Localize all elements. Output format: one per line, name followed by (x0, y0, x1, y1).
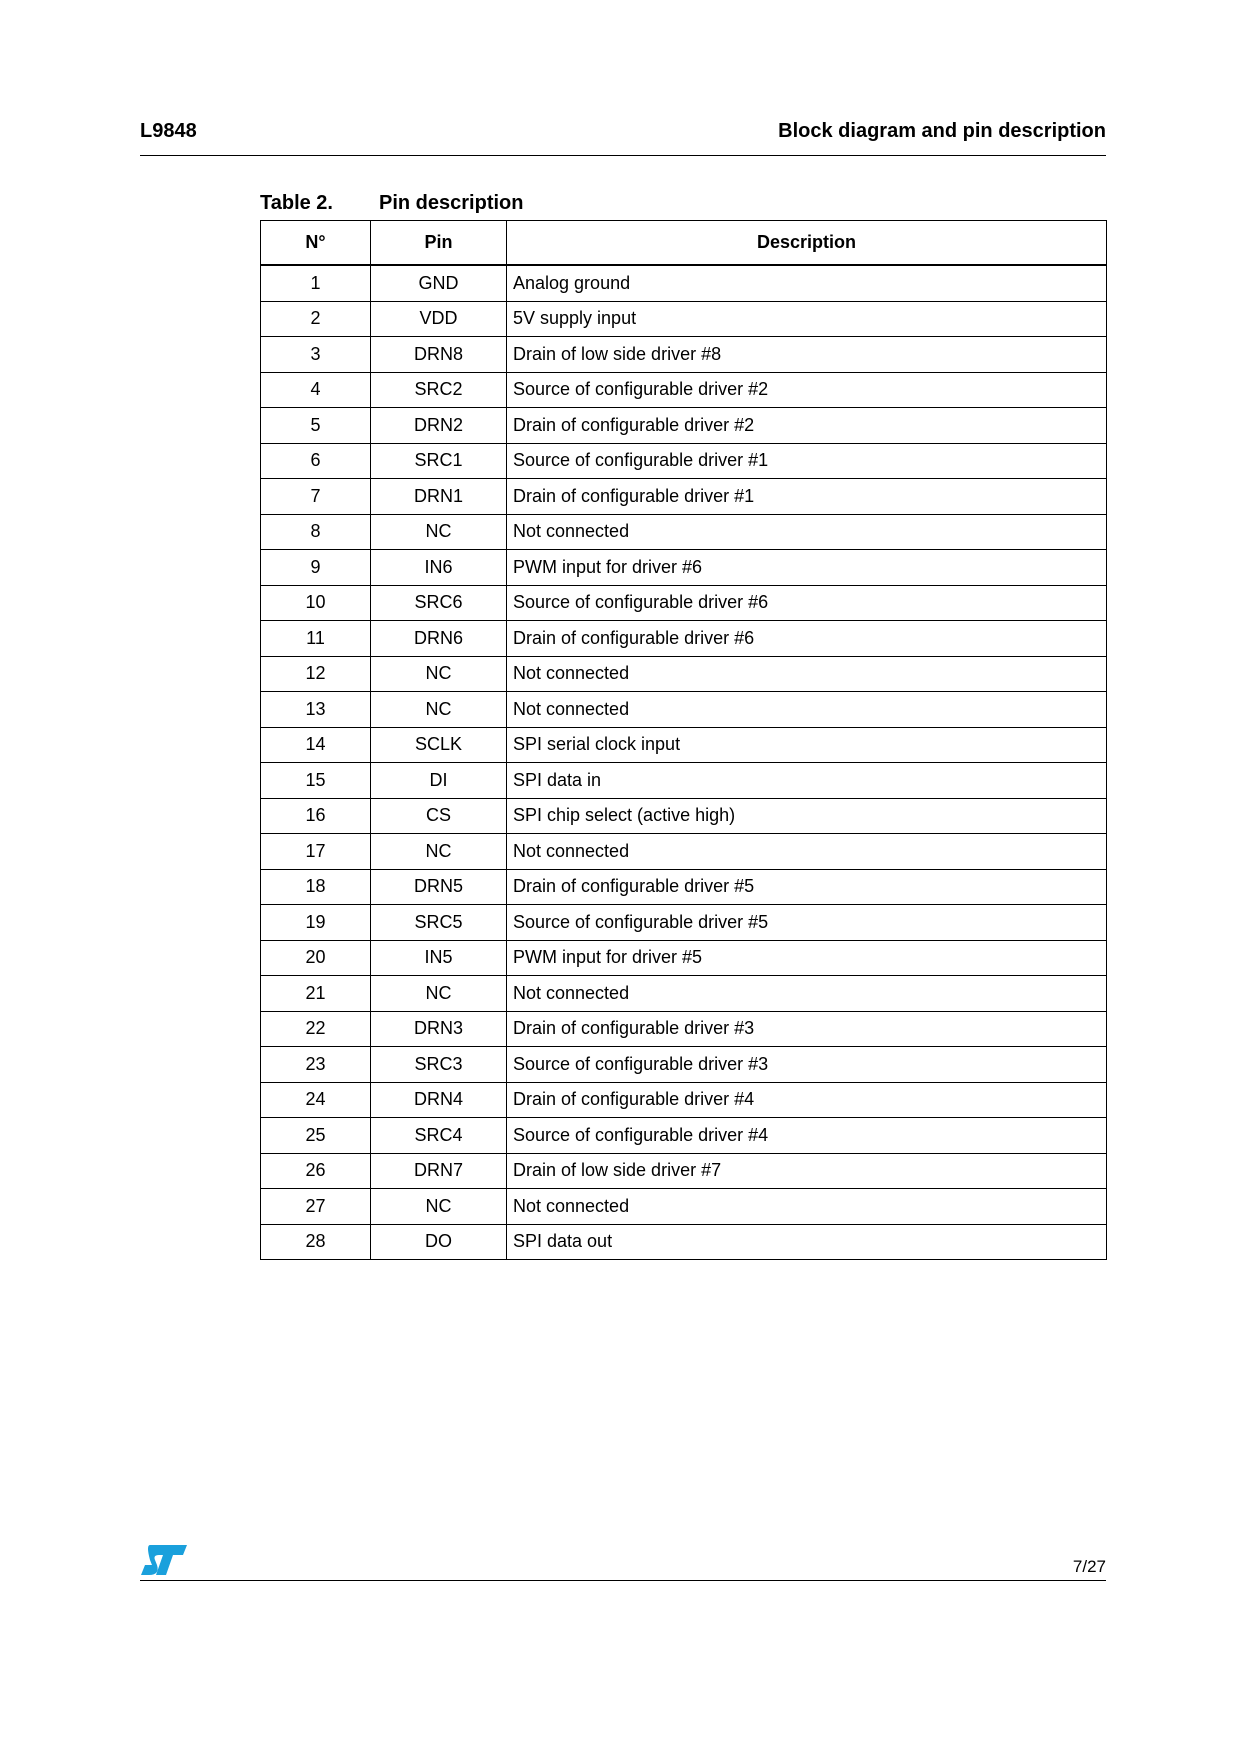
pin-description-cell: Not connected (507, 692, 1107, 728)
table-row (261, 337, 1107, 373)
pin-name-cell: DRN7 (371, 1153, 507, 1189)
pin-number-cell: 28 (261, 1224, 371, 1260)
table-caption (260, 192, 523, 215)
pin-description-cell: Drain of configurable driver #2 (507, 408, 1107, 444)
pin-description-cell: SPI chip select (active high) (507, 798, 1107, 834)
pin-description-cell: Drain of configurable driver #3 (507, 1011, 1107, 1047)
footer-divider (140, 1580, 1106, 1581)
pin-description-cell: Not connected (507, 1189, 1107, 1225)
table-row (261, 869, 1107, 905)
pin-description-cell: Drain of configurable driver #6 (507, 621, 1107, 657)
pin-description-cell: PWM input for driver #6 (507, 550, 1107, 586)
pin-number-cell: 23 (261, 1047, 371, 1083)
pin-name-cell: DRN4 (371, 1082, 507, 1118)
column-header-number: N° (261, 221, 371, 266)
pin-name-cell: IN6 (371, 550, 507, 586)
pin-name-cell: NC (371, 834, 507, 870)
pin-name-cell: GND (371, 265, 507, 301)
table-row (261, 1224, 1107, 1260)
pin-number-cell: 16 (261, 798, 371, 834)
pin-description-cell: Drain of configurable driver #4 (507, 1082, 1107, 1118)
pin-description-cell: Source of configurable driver #1 (507, 443, 1107, 479)
pin-number-cell: 6 (261, 443, 371, 479)
table-row (261, 443, 1107, 479)
table-row (261, 656, 1107, 692)
pin-description-cell: Drain of low side driver #8 (507, 337, 1107, 373)
pin-name-cell: DRN3 (371, 1011, 507, 1047)
pin-number-cell: 18 (261, 869, 371, 905)
pin-description-cell: SPI data in (507, 763, 1107, 799)
pin-description-cell: Drain of low side driver #7 (507, 1153, 1107, 1189)
pin-description-cell: SPI data out (507, 1224, 1107, 1260)
table-row (261, 1082, 1107, 1118)
table-row (261, 265, 1107, 301)
table-row (261, 1189, 1107, 1225)
pin-description-cell: 5V supply input (507, 301, 1107, 337)
pin-description-cell: Drain of configurable driver #5 (507, 869, 1107, 905)
table-row (261, 514, 1107, 550)
pin-name-cell: SRC1 (371, 443, 507, 479)
pin-description-cell: SPI serial clock input (507, 727, 1107, 763)
pin-name-cell: SRC3 (371, 1047, 507, 1083)
table-row (261, 372, 1107, 408)
table-row (261, 408, 1107, 444)
table-row (261, 1011, 1107, 1047)
table-row (261, 479, 1107, 515)
table-row (261, 621, 1107, 657)
table-row (261, 585, 1107, 621)
pin-number-cell: 22 (261, 1011, 371, 1047)
table-row (261, 301, 1107, 337)
pin-name-cell: NC (371, 514, 507, 550)
pin-number-cell: 2 (261, 301, 371, 337)
st-logo-icon (140, 1544, 188, 1576)
pin-name-cell: NC (371, 1189, 507, 1225)
pin-number-cell: 12 (261, 656, 371, 692)
pin-number-cell: 17 (261, 834, 371, 870)
pin-name-cell: SRC4 (371, 1118, 507, 1154)
pin-number-cell: 24 (261, 1082, 371, 1118)
pin-number-cell: 13 (261, 692, 371, 728)
pin-description-cell: Not connected (507, 834, 1107, 870)
pin-name-cell: DI (371, 763, 507, 799)
pin-description-cell: Not connected (507, 514, 1107, 550)
pin-number-cell: 20 (261, 940, 371, 976)
pin-description-cell: Drain of configurable driver #1 (507, 479, 1107, 515)
pin-name-cell: DO (371, 1224, 507, 1260)
column-header-pin: Pin (371, 221, 507, 266)
pin-number-cell: 8 (261, 514, 371, 550)
pin-name-cell: NC (371, 656, 507, 692)
pin-number-cell: 21 (261, 976, 371, 1012)
pin-name-cell: DRN6 (371, 621, 507, 657)
pin-name-cell: DRN5 (371, 869, 507, 905)
pin-name-cell: VDD (371, 301, 507, 337)
page-number: 7/27 (1072, 1557, 1106, 1576)
table-row (261, 763, 1107, 799)
pin-number-cell: 19 (261, 905, 371, 941)
table-row (261, 976, 1107, 1012)
pin-name-cell: SRC5 (371, 905, 507, 941)
pin-description-cell: Source of configurable driver #3 (507, 1047, 1107, 1083)
pin-description-table (260, 220, 1107, 1260)
table-row (261, 1047, 1107, 1083)
pin-name-cell: SCLK (371, 727, 507, 763)
pin-number-cell: 15 (261, 763, 371, 799)
pin-number-cell: 26 (261, 1153, 371, 1189)
pin-name-cell: SRC6 (371, 585, 507, 621)
table-row (261, 692, 1107, 728)
pin-name-cell: IN5 (371, 940, 507, 976)
header-divider (140, 155, 1106, 156)
table-row (261, 798, 1107, 834)
table-row (261, 1153, 1107, 1189)
table-row (261, 905, 1107, 941)
pin-number-cell: 25 (261, 1118, 371, 1154)
pin-description-cell: Source of configurable driver #2 (507, 372, 1107, 408)
pin-name-cell: CS (371, 798, 507, 834)
table-label: Table 2. (260, 192, 333, 214)
pin-description-cell: Not connected (507, 656, 1107, 692)
pin-description-cell: Source of configurable driver #6 (507, 585, 1107, 621)
pin-number-cell: 14 (261, 727, 371, 763)
column-header-description: Description (507, 221, 1107, 266)
pin-description-cell: PWM input for driver #5 (507, 940, 1107, 976)
pin-number-cell: 7 (261, 479, 371, 515)
pin-name-cell: DRN8 (371, 337, 507, 373)
pin-name-cell: NC (371, 976, 507, 1012)
pin-name-cell: DRN1 (371, 479, 507, 515)
section-title: Block diagram and pin description (778, 120, 1106, 142)
pin-name-cell: SRC2 (371, 372, 507, 408)
document-code: L9848 (140, 120, 197, 142)
pin-number-cell: 1 (261, 265, 371, 301)
table-row (261, 727, 1107, 763)
pin-description-cell: Analog ground (507, 265, 1107, 301)
pin-number-cell: 5 (261, 408, 371, 444)
table-row (261, 940, 1107, 976)
table-row (261, 834, 1107, 870)
table-row (261, 1118, 1107, 1154)
pin-description-cell: Source of configurable driver #4 (507, 1118, 1107, 1154)
pin-name-cell: DRN2 (371, 408, 507, 444)
table-header-row (261, 221, 1107, 266)
pin-number-cell: 27 (261, 1189, 371, 1225)
pin-description-cell: Not connected (507, 976, 1107, 1012)
table-row (261, 550, 1107, 586)
pin-number-cell: 3 (261, 337, 371, 373)
pin-number-cell: 10 (261, 585, 371, 621)
pin-description-cell: Source of configurable driver #5 (507, 905, 1107, 941)
pin-number-cell: 11 (261, 621, 371, 657)
table-title: Pin description (379, 192, 524, 214)
pin-number-cell: 4 (261, 372, 371, 408)
pin-number-cell: 9 (261, 550, 371, 586)
pin-name-cell: NC (371, 692, 507, 728)
